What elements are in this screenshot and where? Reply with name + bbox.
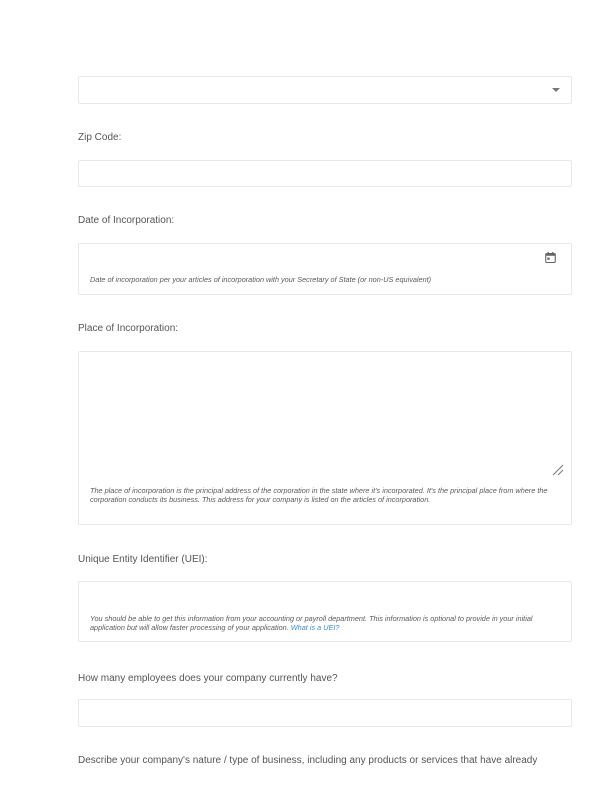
uei-label: Unique Entity Identifier (UEI): <box>78 554 208 565</box>
state-select[interactable] <box>78 76 572 104</box>
date-of-incorporation-label: Date of Incorporation: <box>78 215 175 226</box>
business-description-label: Describe your company's nature / type of business, including any products or services that have already <box>78 755 538 766</box>
resize-handle-icon[interactable] <box>552 464 564 476</box>
calendar-icon[interactable] <box>545 252 556 263</box>
zip-code-label: Zip Code: <box>78 132 122 143</box>
uei-help-text: You should be able to get this information from your accounting or payroll department. This information is optional to provide in your initial application but will allow faster processing of your application. <box>90 614 533 632</box>
place-of-incorporation-label: Place of Incorporation: <box>78 323 179 334</box>
employees-label: How many employees does your company currently have? <box>78 673 338 684</box>
uei-input[interactable] <box>78 581 572 642</box>
date-of-incorporation-input[interactable] <box>78 243 572 295</box>
date-of-incorporation-help: Date of incorporation per your articles of incorporation with your Secretary of State (or non-US equivalent) <box>90 275 432 284</box>
uei-help <box>90 615 557 632</box>
zip-code-input[interactable] <box>78 160 572 187</box>
place-of-incorporation-textarea[interactable] <box>78 351 572 525</box>
what-is-uei-link[interactable]: What is a UEI? <box>290 622 340 632</box>
employees-input[interactable] <box>78 699 572 727</box>
chevron-down-icon <box>552 88 560 92</box>
place-of-incorporation-help: The place of incorporation is the principal address of the corporation in the state where it's incorporated. It's the principal place from where the corporation conducts its business. This address for your company is listed on the articles of incorporation. <box>90 486 548 504</box>
